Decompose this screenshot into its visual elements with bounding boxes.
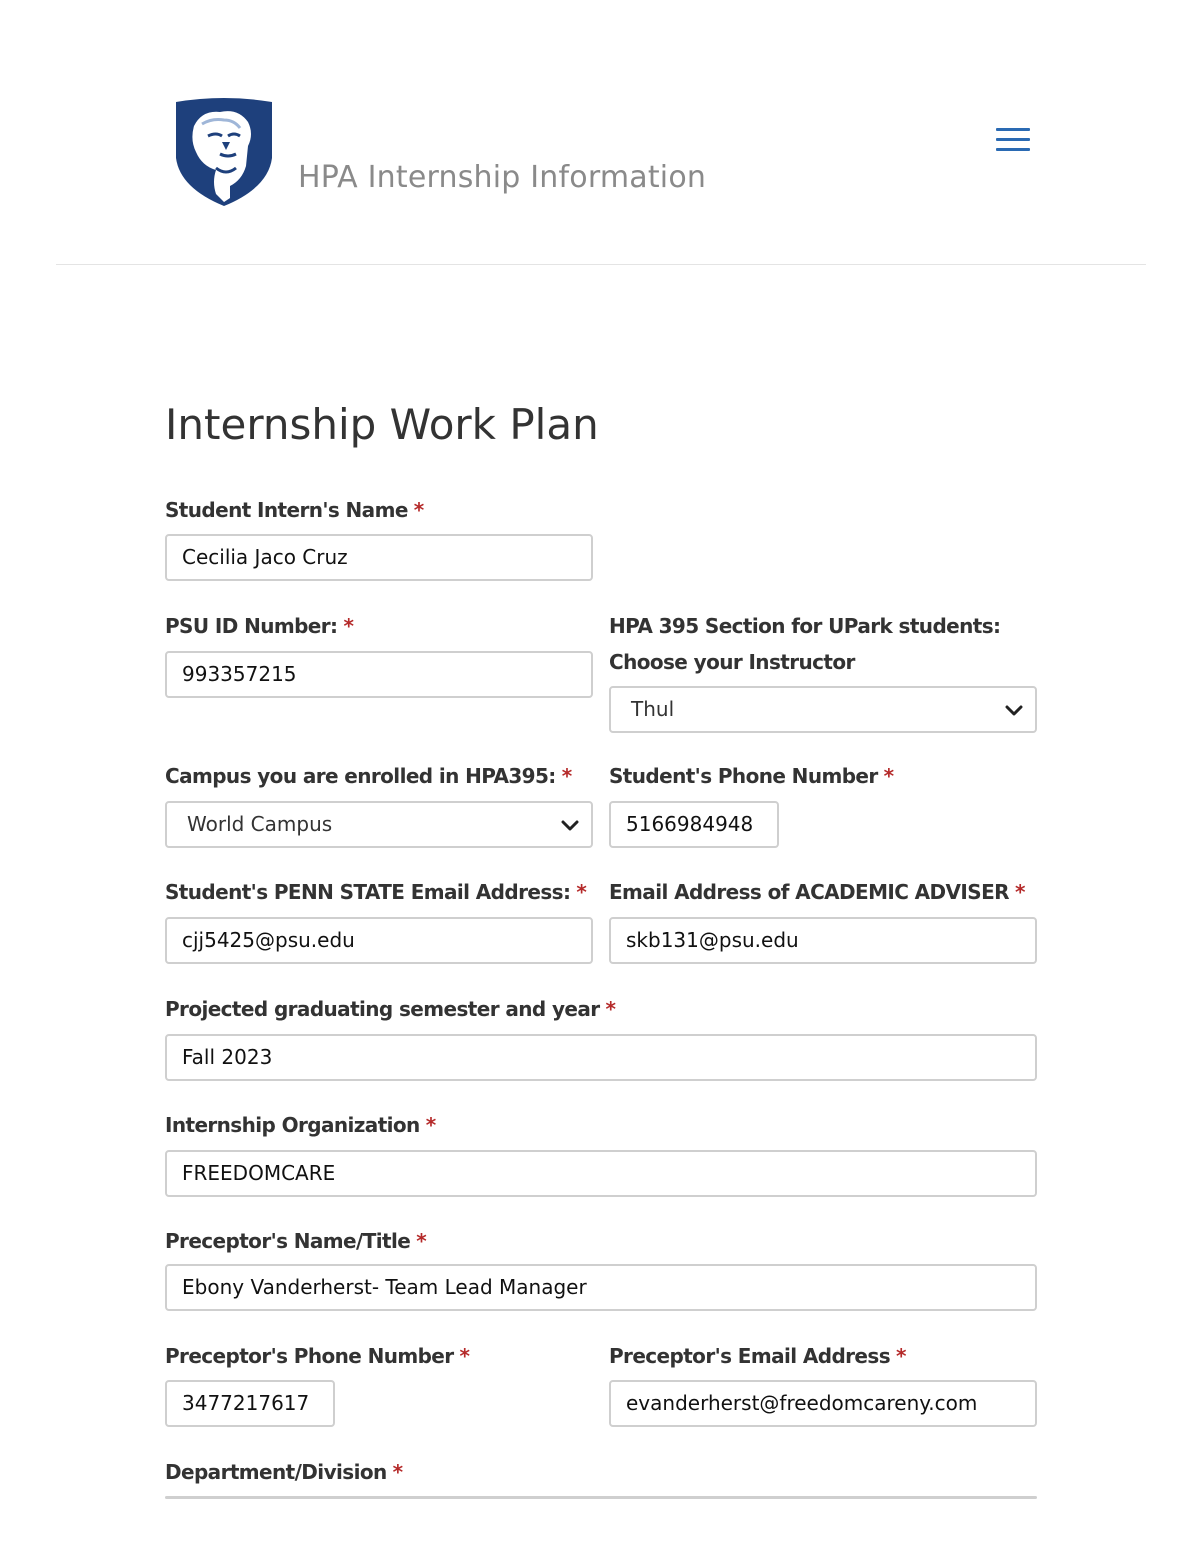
adviser-email-input[interactable]: skb131@psu.edu [609,917,1037,964]
student-phone-label: Student's Phone Number * [609,764,894,788]
department-input[interactable] [165,1496,1037,1499]
hpa395-section-label: HPA 395 Section for UPark students: [609,614,1001,638]
required-marker: * [1014,880,1025,904]
graduation-input[interactable]: Fall 2023 [165,1034,1037,1081]
psu-id-label: PSU ID Number: * [165,614,354,638]
required-marker: * [576,880,587,904]
campus-select[interactable] [165,801,593,848]
required-marker: * [392,1460,403,1484]
preceptor-email-input[interactable]: evanderherst@freedomcareny.com [609,1380,1037,1427]
student-name-input[interactable]: Cecilia Jaco Cruz [165,534,593,581]
graduation-label: Projected graduating semester and year * [165,997,616,1021]
department-label: Department/Division * [165,1460,403,1484]
site-title[interactable]: HPA Internship Information [298,160,707,195]
organization-input[interactable]: FREEDOMCARE [165,1150,1037,1197]
organization-label: Internship Organization * [165,1113,436,1137]
page-title: Internship Work Plan [165,400,599,449]
header-divider [56,264,1146,265]
preceptor-email-label: Preceptor's Email Address * [609,1344,906,1368]
student-phone-input[interactable]: 5166984948 [609,801,779,848]
required-marker: * [896,1344,906,1368]
nittany-lion-shield-icon [172,96,276,208]
required-marker: * [425,1113,436,1137]
required-marker: * [416,1229,427,1253]
student-email-input[interactable]: cjj5425@psu.edu [165,917,593,964]
campus-label: Campus you are enrolled in HPA395: * [165,764,572,788]
preceptor-phone-label: Preceptor's Phone Number * [165,1344,470,1368]
required-marker: * [561,764,572,788]
penn-state-logo[interactable] [172,96,276,208]
chevron-down-icon [1005,701,1023,719]
adviser-email-label: Email Address of ACADEMIC ADVISER * [609,880,1025,904]
required-marker: * [459,1344,470,1368]
required-marker: * [343,614,354,638]
campus-select-value: World Campus [187,812,333,836]
instructor-select[interactable] [609,686,1037,733]
choose-instructor-label: Choose your Instructor [609,650,855,674]
preceptor-phone-input[interactable]: 3477217617 [165,1380,335,1427]
student-email-label: Student's PENN STATE Email Address: * [165,880,587,904]
preceptor-name-input[interactable]: Ebony Vanderherst- Team Lead Manager [165,1264,1037,1311]
preceptor-name-label: Preceptor's Name/Title * [165,1229,427,1253]
chevron-down-icon [561,816,579,834]
hamburger-menu-icon[interactable] [996,128,1030,156]
psu-id-input[interactable]: 993357215 [165,651,593,698]
required-marker: * [413,498,424,522]
required-marker: * [605,997,616,1021]
required-marker: * [883,764,894,788]
instructor-select-value: Thul [631,697,675,721]
student-name-label: Student Intern's Name * [165,498,424,522]
